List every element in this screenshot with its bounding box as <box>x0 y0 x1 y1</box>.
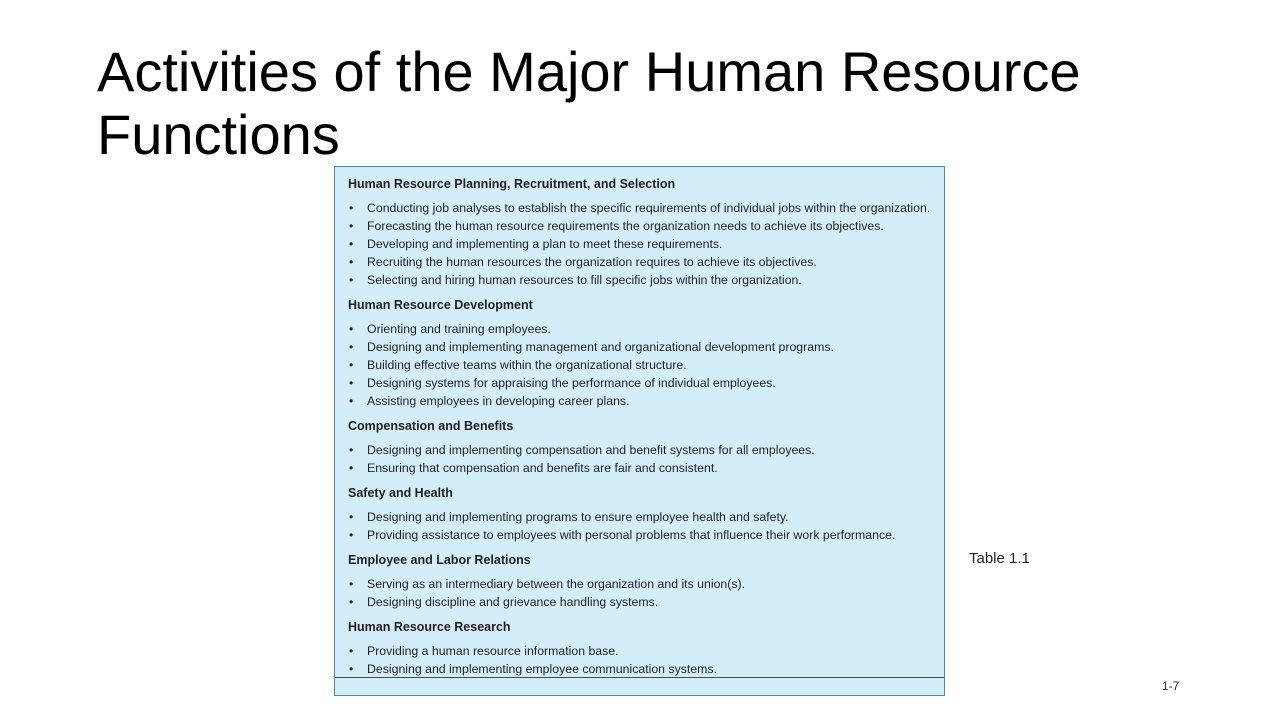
list-item-text: Building effective teams within the organizational structure. <box>367 358 687 372</box>
section-heading: Safety and Health <box>348 486 453 500</box>
list-item-text: Ensuring that compensation and benefits are fair and consistent. <box>367 461 718 475</box>
list-item <box>348 338 938 356</box>
list-item-text: Designing and implementing employee communication systems. <box>367 662 717 676</box>
section-planning-recruitment-selection <box>348 175 938 289</box>
bullet-icon: • <box>349 358 354 372</box>
bullet-icon: • <box>349 644 354 658</box>
bullet-icon: • <box>349 461 354 475</box>
section-research <box>348 618 938 678</box>
list-item <box>348 575 938 593</box>
list-item <box>348 642 938 660</box>
bullet-list <box>348 199 938 289</box>
slide-title: Activities of the Major Human Resource Functions <box>97 40 1081 166</box>
bullet-icon: • <box>349 219 354 233</box>
section-employee-labor-relations <box>348 551 938 611</box>
list-item-text: Designing discipline and grievance handling systems. <box>367 595 659 609</box>
bullet-icon: • <box>349 595 354 609</box>
list-item <box>348 235 938 253</box>
list-item-text: Serving as an intermediary between the organization and its union(s). <box>367 577 746 591</box>
bullet-icon: • <box>349 394 354 408</box>
hr-functions-table <box>334 166 945 696</box>
list-item <box>348 593 938 611</box>
list-item <box>348 392 938 410</box>
list-item <box>348 508 938 526</box>
section-heading: Human Resource Research <box>348 620 511 634</box>
list-item <box>348 441 938 459</box>
list-item-text: Providing assistance to employees with personal problems that influence their work performance. <box>367 528 896 542</box>
list-item-text: Designing and implementing management and organizational development programs. <box>367 340 834 354</box>
table-content <box>348 175 938 685</box>
table-divider-line <box>335 677 944 678</box>
list-item-text: Designing and implementing programs to ensure employee health and safety. <box>367 510 789 524</box>
bullet-icon: • <box>349 577 354 591</box>
bullet-icon: • <box>349 273 354 287</box>
bullet-list <box>348 508 938 544</box>
list-item <box>348 356 938 374</box>
bullet-list <box>348 642 938 678</box>
bullet-icon: • <box>349 662 354 676</box>
bullet-icon: • <box>349 510 354 524</box>
section-heading: Compensation and Benefits <box>348 419 514 433</box>
list-item-text: Designing systems for appraising the performance of individual employees. <box>367 376 776 390</box>
bullet-list <box>348 441 938 477</box>
list-item-text: Conducting job analyses to establish the specific requirements of individual jobs within the organization. <box>367 201 931 215</box>
section-development <box>348 296 938 410</box>
list-item <box>348 320 938 338</box>
section-heading: Human Resource Development <box>348 298 533 312</box>
slide-number: 1-7 <box>1162 679 1180 693</box>
list-item-text: Forecasting the human resource requirements the organization needs to achieve its objectives. <box>367 219 884 233</box>
list-item-text: Assisting employees in developing career plans. <box>367 394 630 408</box>
list-item <box>348 374 938 392</box>
list-item <box>348 459 938 477</box>
list-item-text: Providing a human resource information base. <box>367 644 619 658</box>
section-heading: Human Resource Planning, Recruitment, and Selection <box>348 177 676 191</box>
section-safety-health <box>348 484 938 544</box>
list-item-text: Orienting and training employees. <box>367 322 551 336</box>
bullet-icon: • <box>349 443 354 457</box>
list-item-text: Selecting and hiring human resources to fill specific jobs within the organization. <box>367 273 802 287</box>
bullet-icon: • <box>349 255 354 269</box>
bullet-icon: • <box>349 376 354 390</box>
list-item <box>348 199 938 217</box>
table-caption: Table 1.1 <box>969 550 1030 567</box>
list-item <box>348 217 938 235</box>
section-heading: Employee and Labor Relations <box>348 553 531 567</box>
bullet-icon: • <box>349 201 354 215</box>
bullet-icon: • <box>349 340 354 354</box>
bullet-list <box>348 575 938 611</box>
list-item-text: Developing and implementing a plan to meet these requirements. <box>367 237 723 251</box>
bullet-list <box>348 320 938 410</box>
list-item <box>348 271 938 289</box>
bullet-icon: • <box>349 237 354 251</box>
list-item <box>348 526 938 544</box>
bullet-icon: • <box>349 322 354 336</box>
list-item <box>348 660 938 678</box>
list-item-text: Recruiting the human resources the organization requires to achieve its objectives. <box>367 255 817 269</box>
bullet-icon: • <box>349 528 354 542</box>
section-compensation-benefits <box>348 417 938 477</box>
list-item-text: Designing and implementing compensation and benefit systems for all employees. <box>367 443 815 457</box>
list-item <box>348 253 938 271</box>
